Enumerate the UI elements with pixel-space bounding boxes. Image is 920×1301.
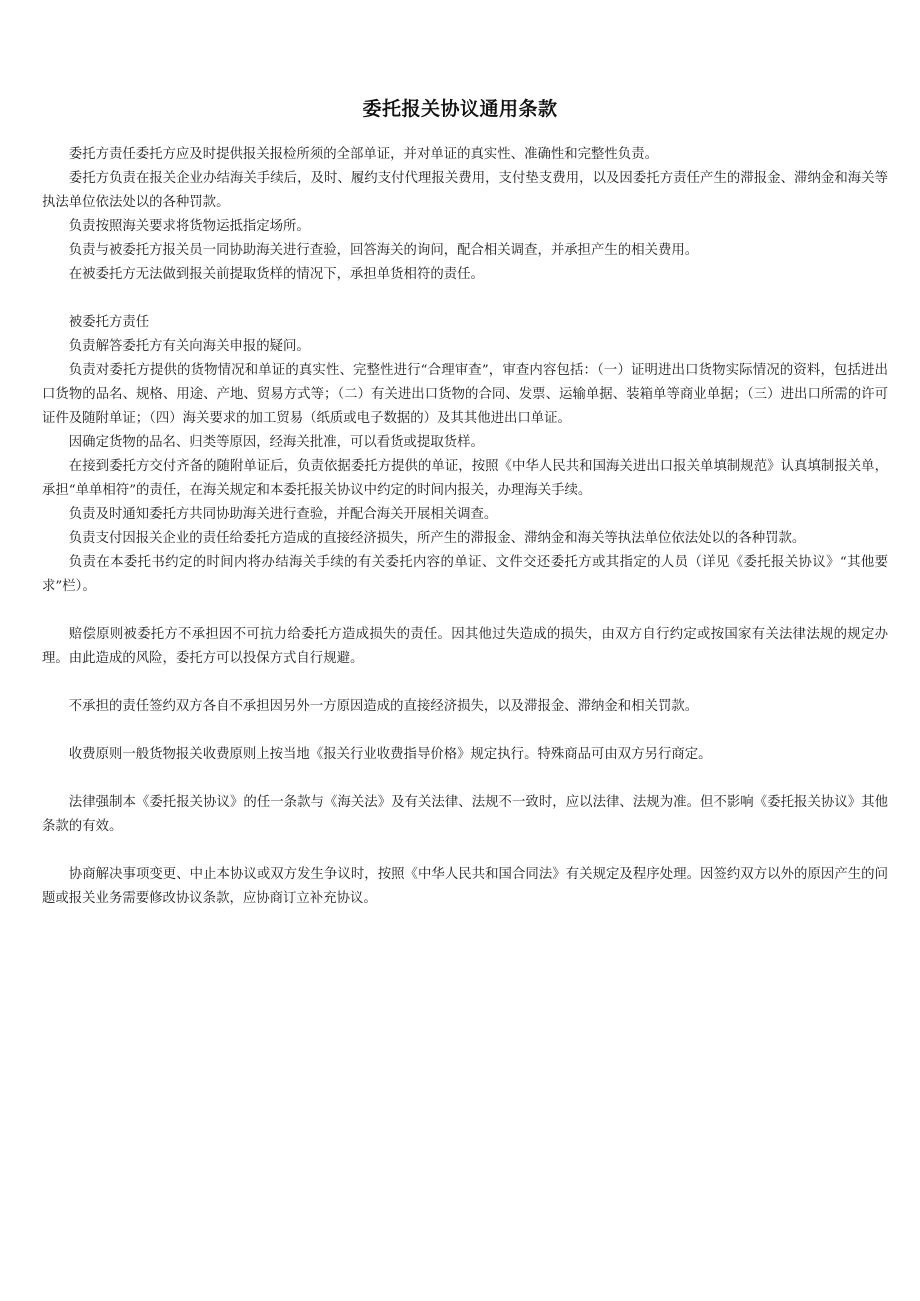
clause-fee-principle: 收费原则一般货物报关收费原则上按当地《报关行业收费指导价格》规定执行。特殊商品可由双方另行商定。	[68, 747, 712, 762]
clause-agent-declaration: 在接到委托方交付齐备的随附单证后，负责依据委托方提供的单证，按照《中华人民共和国海关进出口报关单填制规范》认真填制报关单，承担“单单相符”的责任，在海关规定和本委托报关协议中约定的时间内报关，办理海关手续。	[42, 459, 888, 498]
clause-agent-notify: 负责及时通知委托方共同协助海关进行查验，并配合海关开展相关调查。	[68, 507, 498, 522]
clause-client-delivery: 负责按照海关要求将货物运抵指定场所。	[68, 219, 310, 234]
clause-non-liability: 不承担的责任签约双方各自不承担因另外一方原因造成的直接经济损失，以及滞报金、滞纳金和相关罚款。	[68, 699, 699, 714]
clause-compensation-principle: 赔偿原则被委托方不承担因不可抗力给委托方造成损失的责任。因其他过失造成的损失，由双方自行约定或按国家有关法律法规的规定办理。由此造成的风险，委托方可以投保方式自行规避。	[42, 627, 888, 666]
clause-agent-sample: 因确定货物的品名、归类等原因，经海关批准，可以看货或提取货样。	[68, 435, 484, 450]
clause-dispute-resolution: 协商解决事项变更、中止本协议或双方发生争议时，按照《中华人民共和国合同法》有关规定及程序处理。因签约双方以外的原因产生的问题或报关业务需要修改协议条款，应协商订立补充协议。	[42, 867, 888, 906]
document-body	[42, 143, 888, 911]
clause-agent-answer: 负责解答委托方有关向海关申报的疑问。	[68, 339, 310, 354]
clause-client-payment: 委托方负责在报关企业办结海关手续后，及时、履约支付代理报关费用，支付垫支费用，以及因委托方责任产生的滞报金、滞纳金和海关等执法单位依法处以的各种罚款。	[42, 171, 888, 210]
section-heading-agent-responsibility: 被委托方责任	[68, 315, 150, 330]
clause-client-responsibility: 委托方责任委托方应及时提供报关报检所须的全部单证，并对单证的真实性、准确性和完整性负责。	[68, 147, 658, 162]
clause-client-inspection: 负责与被委托方报关员一同协助海关进行查验，回答海关的询问，配合相关调查，并承担产生的相关费用。	[68, 243, 699, 258]
clause-client-sample: 在被委托方无法做到报关前提取货样的情况下，承担单货相符的责任。	[68, 267, 484, 282]
clause-legal-enforcement: 法律强制本《委托报关协议》的任一条款与《海关法》及有关法律、法规不一致时，应以法律、法规为准。但不影响《委托报关协议》其他条款的有效。	[42, 795, 888, 834]
clause-agent-compensation: 负责支付因报关企业的责任给委托方造成的直接经济损失，所产生的滞报金、滞纳金和海关等执法单位依法处以的各种罚款。	[68, 531, 806, 546]
clause-agent-return-documents: 负责在本委托书约定的时间内将办结海关手续的有关委托内容的单证、文件交还委托方或其指定的人员（详见《委托报关协议》“其他要求”栏）。	[42, 555, 888, 594]
document-title: 委托报关协议通用条款	[362, 98, 558, 120]
clause-agent-review: 负责对委托方提供的货物情况和单证的真实性、完整性进行“合理审查”，审查内容包括：（一）证明进出口货物实际情况的资料，包括进出口货物的品名、规格、用途、产地、贸易方式等；（二）有关进出口货物的合同、发票、运输单据、装箱单等商业单据；（三）进出口所需的许可证件及随附单证；（四）海关要求的加工贸易（纸质或电子数据的）及其其他进出口单证。	[42, 363, 888, 426]
